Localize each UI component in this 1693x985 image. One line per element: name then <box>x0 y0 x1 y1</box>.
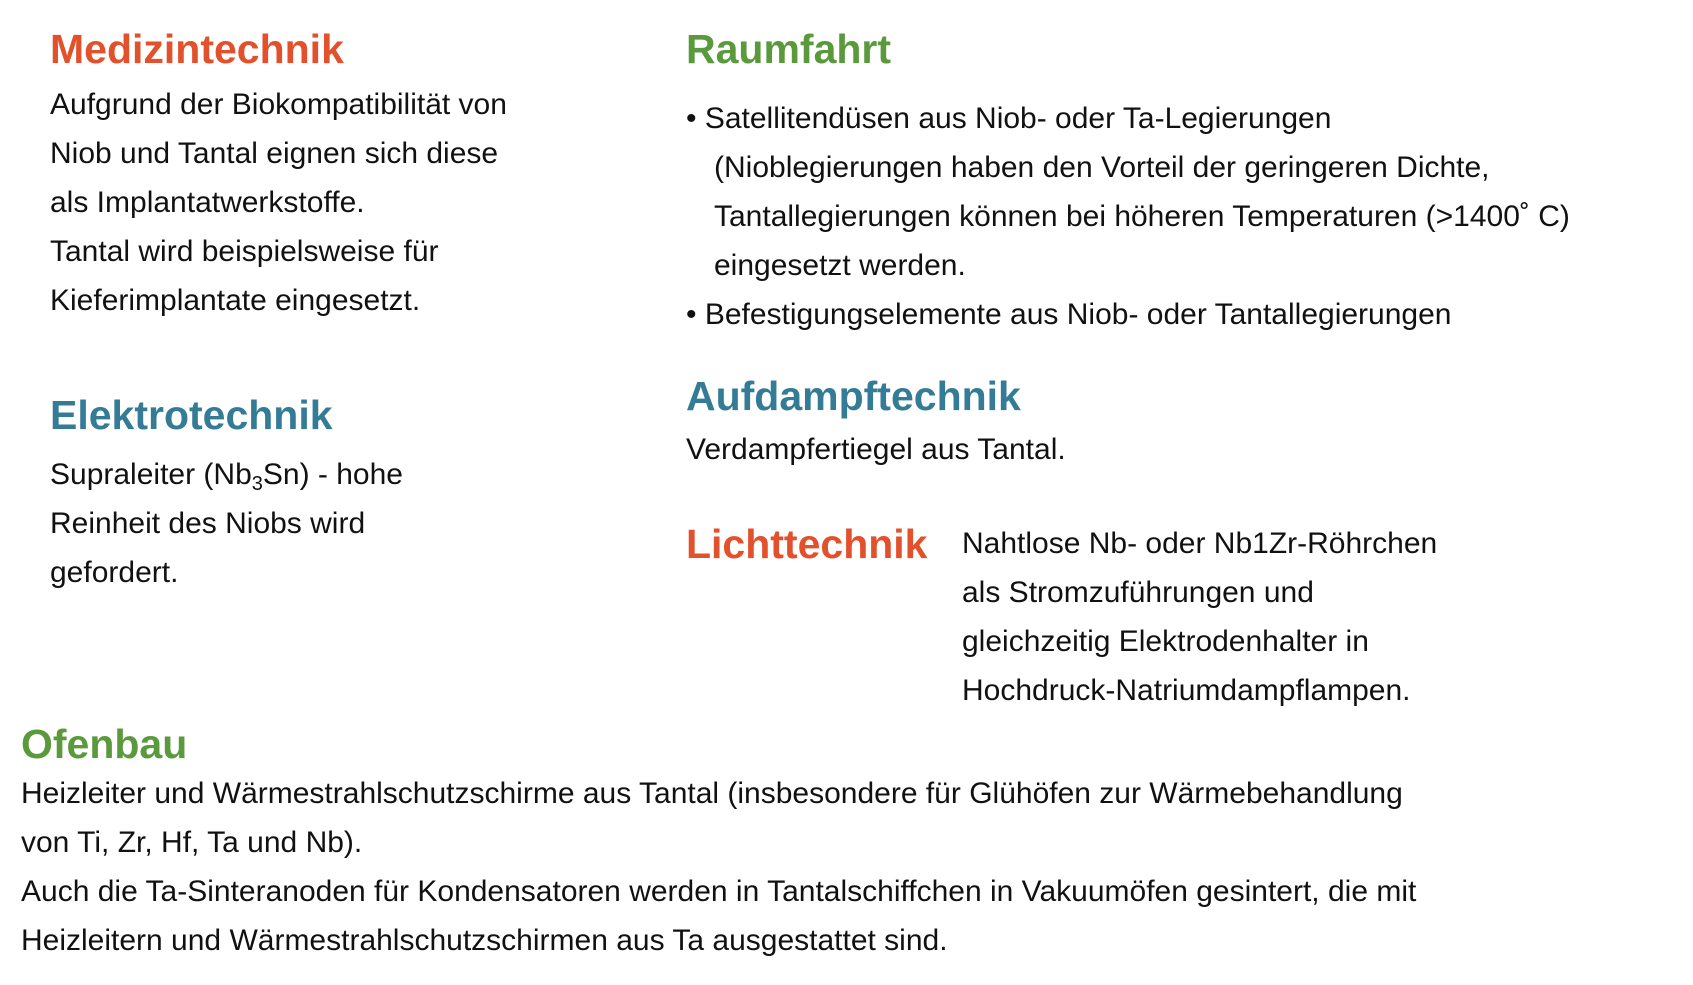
section-aufdampftechnik <box>686 373 1066 474</box>
raumfahrt-bullet-continuation: (Nioblegierungen haben den Vorteil der geringeren Dichte, <box>714 151 1490 184</box>
ofenbau-line: Heizleitern und Wärmestrahlschutzschirmen aus Ta ausgestattet sind. <box>21 924 948 957</box>
heading-lichttechnik: Lichttechnik <box>686 521 928 567</box>
lichttechnik-text <box>962 519 1437 715</box>
section-elektrotechnik <box>50 392 403 597</box>
ofenbau-line: Heizleiter und Wärmestrahlschutzschirme aus Tantal (insbesondere für Glühöfen zur Wärmebehandlung <box>21 777 1403 810</box>
elektrotechnik-line-pre: Supraleiter (Nb <box>50 458 252 491</box>
section-medizintechnik <box>50 26 507 325</box>
heading-ofenbau: Ofenbau <box>21 721 188 767</box>
lichttechnik-line: gleichzeitig Elektrodenhalter in <box>962 625 1369 658</box>
heading-medizintechnik: Medizintechnik <box>50 26 344 72</box>
raumfahrt-bullet: • Satellitendüsen aus Niob- oder Ta-Legierungen <box>686 102 1332 135</box>
medizintechnik-line: Kieferimplantate eingesetzt. <box>50 284 421 317</box>
section-ofenbau <box>21 721 1416 965</box>
ofenbau-text <box>21 769 1416 965</box>
medizintechnik-line: Aufgrund der Biokompatibilität von <box>50 88 507 121</box>
heading-aufdampftechnik: Aufdampftechnik <box>686 373 1021 419</box>
elektrotechnik-line <box>50 450 403 499</box>
ofenbau-line: Auch die Ta-Sinteranoden für Kondensatoren werden in Tantalschiffchen in Vakuumöfen gesintert, die mit <box>21 875 1417 908</box>
medizintechnik-line: Tantal wird beispielsweise für <box>50 235 439 268</box>
medizintechnik-line: als Implantatwerkstoffe. <box>50 186 365 219</box>
raumfahrt-bullet-continuation: Tantallegierungen können bei höheren Temperaturen (>1400˚ C) <box>714 200 1570 233</box>
elektrotechnik-line: Reinheit des Niobs wird <box>50 507 366 540</box>
subscript: 3 <box>251 473 263 495</box>
aufdampftechnik-text: Verdampfertiegel aus Tantal. <box>686 433 1066 466</box>
raumfahrt-bullet: • Befestigungselemente aus Niob- oder Tantallegierungen <box>686 298 1452 331</box>
section-raumfahrt <box>686 26 1570 339</box>
elektrotechnik-line-post: Sn) - hohe <box>262 458 403 491</box>
medizintechnik-text <box>50 80 507 325</box>
lichttechnik-line: Hochdruck-Natriumdampflampen. <box>962 674 1411 707</box>
lichttechnik-line: Nahtlose Nb- oder Nb1Zr-Röhrchen <box>962 527 1438 560</box>
raumfahrt-text <box>686 94 1570 339</box>
elektrotechnik-line: gefordert. <box>50 556 179 589</box>
ofenbau-line: von Ti, Zr, Hf, Ta und Nb). <box>21 826 363 859</box>
medizintechnik-line: Niob und Tantal eignen sich diese <box>50 137 499 170</box>
heading-raumfahrt: Raumfahrt <box>686 26 892 72</box>
elektrotechnik-text <box>50 450 403 597</box>
lichttechnik-line: als Stromzuführungen und <box>962 576 1314 609</box>
raumfahrt-bullet-continuation: eingesetzt werden. <box>714 249 966 282</box>
section-lichttechnik <box>686 521 927 567</box>
heading-elektrotechnik: Elektrotechnik <box>50 392 333 438</box>
